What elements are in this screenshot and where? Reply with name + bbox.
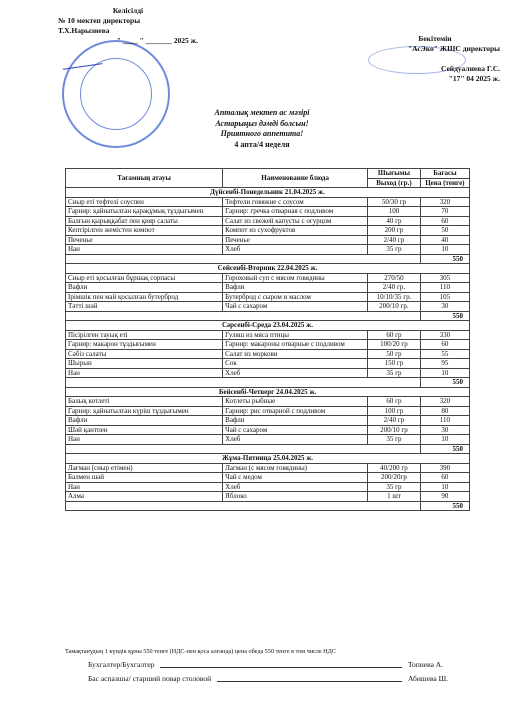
dish-name-kz: Кептірілген жемістен компот xyxy=(66,226,223,236)
table-row xyxy=(66,397,470,407)
approval-org: "АсЭко" ЖШС директоры xyxy=(407,44,500,53)
day-label: Жұма-Пятница 25.04.2025 ж. xyxy=(66,454,470,464)
dish-name-kz: Шырын xyxy=(66,359,223,369)
day-total: 550 xyxy=(420,378,469,388)
dish-name-ru: Салат из свежей капусты с огурцом xyxy=(223,216,368,226)
dish-price: 330 xyxy=(420,330,469,340)
day-total: 550 xyxy=(420,444,469,454)
dish-price: 320 xyxy=(420,397,469,407)
dish-price: 30 xyxy=(420,302,469,312)
dish-yield: 200/10 гр. xyxy=(368,302,421,312)
table-row xyxy=(66,292,470,302)
menu-table xyxy=(65,168,470,511)
dish-yield: 40 гр xyxy=(368,216,421,226)
col-header-kz: Тағамның атауы xyxy=(66,169,223,188)
dish-price: 95 xyxy=(420,359,469,369)
total-spacer xyxy=(66,311,421,321)
agreement-block xyxy=(58,6,198,46)
table-row xyxy=(66,340,470,350)
day-total: 550 xyxy=(420,254,469,264)
dish-yield: 50 гр xyxy=(368,349,421,359)
title-line-1: Апталық мектеп ас мәзірі xyxy=(214,108,310,117)
day-total-row xyxy=(66,254,470,264)
dish-name-kz: Алма xyxy=(66,492,223,502)
agreement-date: " ____ " _______ 2025 ж. xyxy=(116,36,198,45)
dish-yield: 40/200 гр xyxy=(368,463,421,473)
dish-name-kz: Печенье xyxy=(66,235,223,245)
dish-name-ru: Сок xyxy=(223,359,368,369)
day-header-row xyxy=(66,387,470,397)
dish-price: 70 xyxy=(420,207,469,217)
table-row xyxy=(66,435,470,445)
cook-signature-line xyxy=(217,672,402,682)
day-header-row xyxy=(66,188,470,198)
dish-yield: 2/40 гр xyxy=(368,416,421,426)
dish-price: 80 xyxy=(420,406,469,416)
table-row xyxy=(66,235,470,245)
dish-price: 10 xyxy=(420,435,469,445)
dish-name-kz: Лағман (сиыр етімен) xyxy=(66,463,223,473)
dish-name-kz: Тәтті шәй xyxy=(66,302,223,312)
table-row xyxy=(66,245,470,255)
dish-name-ru: Хлеб xyxy=(223,435,368,445)
dish-name-kz: Гарнир: қайнатылған күріш тұздығымен xyxy=(66,406,223,416)
dish-name-ru: Чай с сахаром xyxy=(223,302,368,312)
dish-name-ru: Бутерброд с сыром и маслом xyxy=(223,292,368,302)
dish-yield: 270/50 xyxy=(368,273,421,283)
col-header-yield-ru: Выход (гр.) xyxy=(368,178,421,188)
dish-price: 105 xyxy=(420,292,469,302)
approval-block xyxy=(370,34,500,84)
table-row xyxy=(66,359,470,369)
table-row xyxy=(66,492,470,502)
total-spacer xyxy=(66,378,421,388)
dish-name-kz: Нан xyxy=(66,368,223,378)
week-label: 4 апта/4 неделя xyxy=(234,139,290,149)
agreement-heading: Келісілді xyxy=(112,6,144,15)
dish-price: 10 xyxy=(420,368,469,378)
dish-yield: 50/30 гр xyxy=(368,197,421,207)
dish-name-kz: Балық котлеті xyxy=(66,397,223,407)
dish-name-ru: Тефтели говяжие с соусом xyxy=(223,197,368,207)
dish-price: 110 xyxy=(420,416,469,426)
agreement-position: № 10 мектеп директоры xyxy=(58,16,141,25)
table-row xyxy=(66,425,470,435)
dish-yield: 60 гр xyxy=(368,397,421,407)
table-row xyxy=(66,463,470,473)
dish-name-kz: Сиыр еті тефтелі соуспен xyxy=(66,197,223,207)
dish-price: 10 xyxy=(420,482,469,492)
dish-name-kz: Гарнир: макарон тұздығымен xyxy=(66,340,223,350)
day-total-row xyxy=(66,311,470,321)
dish-name-ru: Вафли xyxy=(223,283,368,293)
dish-name-kz: Нан xyxy=(66,482,223,492)
dish-name-kz: Нан xyxy=(66,435,223,445)
dish-name-kz: Пісірілген тауық еті xyxy=(66,330,223,340)
dish-price: 390 xyxy=(420,463,469,473)
dish-name-kz: Шәй қантпен xyxy=(66,425,223,435)
dish-yield: 150 гр xyxy=(368,359,421,369)
dish-name-ru: Вафли xyxy=(223,416,368,426)
dish-price: 320 xyxy=(420,197,469,207)
col-header-ru: Наименование блюда xyxy=(223,169,368,188)
table-row xyxy=(66,416,470,426)
dish-name-kz: Балғын қырыққабат пен қияр салаты xyxy=(66,216,223,226)
dish-price: 55 xyxy=(420,349,469,359)
dish-name-ru: Чай с медом xyxy=(223,473,368,483)
dish-name-ru: Гарнир: рис отварной с подливом xyxy=(223,406,368,416)
agreement-name: Т.Х.Нарызнева xyxy=(58,26,110,35)
dish-name-ru: Котлеты рыбные xyxy=(223,397,368,407)
day-total-row xyxy=(66,444,470,454)
table-row xyxy=(66,197,470,207)
accountant-label: Бухгалтер/Бухгалтер xyxy=(88,660,155,669)
total-spacer xyxy=(66,501,421,511)
dish-yield: 10/10/35 гр. xyxy=(368,292,421,302)
dish-price: 40 xyxy=(420,235,469,245)
day-header-row xyxy=(66,454,470,464)
table-row xyxy=(66,226,470,236)
dish-yield: 60 гр xyxy=(368,330,421,340)
dish-yield: 35 гр xyxy=(368,435,421,445)
day-total: 550 xyxy=(420,311,469,321)
dish-price: 50 xyxy=(420,226,469,236)
signatures xyxy=(88,658,468,686)
dish-name-ru: Салат из моркови xyxy=(223,349,368,359)
dish-yield: 1 шт xyxy=(368,492,421,502)
dish-name-ru: Лагман (с мясом говядины) xyxy=(223,463,368,473)
table-row xyxy=(66,482,470,492)
dish-name-ru: Хлеб xyxy=(223,245,368,255)
total-spacer xyxy=(66,254,421,264)
dish-name-ru: Хлеб xyxy=(223,482,368,492)
dish-price: 110 xyxy=(420,283,469,293)
day-header-row xyxy=(66,264,470,274)
day-total-row xyxy=(66,501,470,511)
day-label: Дүйсенбі-Понедельник 21.04.2025 ж. xyxy=(66,188,470,198)
approval-heading: Бекітемін xyxy=(418,34,452,43)
dish-price: 90 xyxy=(420,492,469,502)
title-line-2: Астарыңыз дәмді болсын! xyxy=(215,118,309,128)
dish-name-ru: Компот из сухофруктов xyxy=(223,226,368,236)
dish-name-ru: Чай с сахаром xyxy=(223,425,368,435)
dish-yield: 2/40 гр xyxy=(368,235,421,245)
dish-yield: 35 гр xyxy=(368,368,421,378)
table-row xyxy=(66,207,470,217)
dish-yield: 2/40 гр. xyxy=(368,283,421,293)
table-row xyxy=(66,368,470,378)
total-spacer xyxy=(66,444,421,454)
table-row xyxy=(66,406,470,416)
menu-title xyxy=(0,108,524,150)
day-label: Бейсенбі-Четверг 24.04.2025 ж. xyxy=(66,387,470,397)
day-label: Сейсенбі-Вторник 22.04.2025 ж. xyxy=(66,264,470,274)
dish-name-kz: Сиыр еті қосылған бұршақ сорпасы xyxy=(66,273,223,283)
dish-name-ru: Печенье xyxy=(223,235,368,245)
day-total: 550 xyxy=(420,501,469,511)
day-label: Сәрсенбі-Среда 23.04.2025 ж. xyxy=(66,321,470,331)
dish-name-kz: Сәбіз салаты xyxy=(66,349,223,359)
dish-name-kz: Нан xyxy=(66,245,223,255)
dish-name-kz: Гарнир: қайнатылған қарақұмық тұздығымен xyxy=(66,207,223,217)
col-header-price-ru: Цена (тенге) xyxy=(420,178,469,188)
dish-name-kz: Вафли xyxy=(66,416,223,426)
dish-name-ru: Гуляш из мяса птицы xyxy=(223,330,368,340)
dish-name-ru: Гарнир: гречка отварная с подливом xyxy=(223,207,368,217)
dish-yield: 200 гр xyxy=(368,226,421,236)
title-line-3: Приятного аппетита! xyxy=(220,129,304,138)
cook-name: Абишева Ш. xyxy=(408,674,449,683)
table-row xyxy=(66,283,470,293)
col-header-yield-kz: Шығымы xyxy=(368,169,421,179)
accountant-signature-line xyxy=(160,658,402,668)
dish-name-kz: Ірімшік пен май қосылған бутерброд xyxy=(66,292,223,302)
dish-name-kz: Вафли xyxy=(66,283,223,293)
dish-name-ru: Гороховый суп с мясом говядины xyxy=(223,273,368,283)
dish-name-ru: Хлеб xyxy=(223,368,368,378)
dish-name-ru: Гарнир: макароны отварные с подливом xyxy=(223,340,368,350)
table-row xyxy=(66,473,470,483)
cook-label: Бас аспазшы/ старший повар столовой xyxy=(88,674,212,683)
dish-yield: 200/10 гр xyxy=(368,425,421,435)
dish-yield: 100/20 гр xyxy=(368,340,421,350)
table-row xyxy=(66,273,470,283)
dish-price: 60 xyxy=(420,216,469,226)
col-header-price-kz: Бағасы xyxy=(420,169,469,179)
dish-yield: 100 xyxy=(368,207,421,217)
dish-yield: 200/20гр xyxy=(368,473,421,483)
table-row xyxy=(66,349,470,359)
dish-yield: 35 гр xyxy=(368,482,421,492)
price-note: Тамақтанудың 1 күндік құны 550 тенге (НДС-пен қоса алғанда) цена обеда 550 тенге в том числе НДС xyxy=(65,648,336,655)
dish-price: 305 xyxy=(420,273,469,283)
dish-name-ru: Яблоко xyxy=(223,492,368,502)
approval-name: Сейдуалиева Г.С. xyxy=(440,64,500,73)
dish-yield: 35 гр xyxy=(368,245,421,255)
dish-price: 30 xyxy=(420,425,469,435)
day-header-row xyxy=(66,321,470,331)
dish-price: 60 xyxy=(420,473,469,483)
accountant-name: Топиева А. xyxy=(408,660,444,669)
dish-name-kz: Балмен шәй xyxy=(66,473,223,483)
table-row xyxy=(66,302,470,312)
table-row xyxy=(66,330,470,340)
dish-yield: 100 гр xyxy=(368,406,421,416)
approval-date: "17" 04 2025 ж. xyxy=(448,74,500,83)
table-row xyxy=(66,216,470,226)
day-total-row xyxy=(66,378,470,388)
dish-price: 60 xyxy=(420,340,469,350)
dish-price: 10 xyxy=(420,245,469,255)
